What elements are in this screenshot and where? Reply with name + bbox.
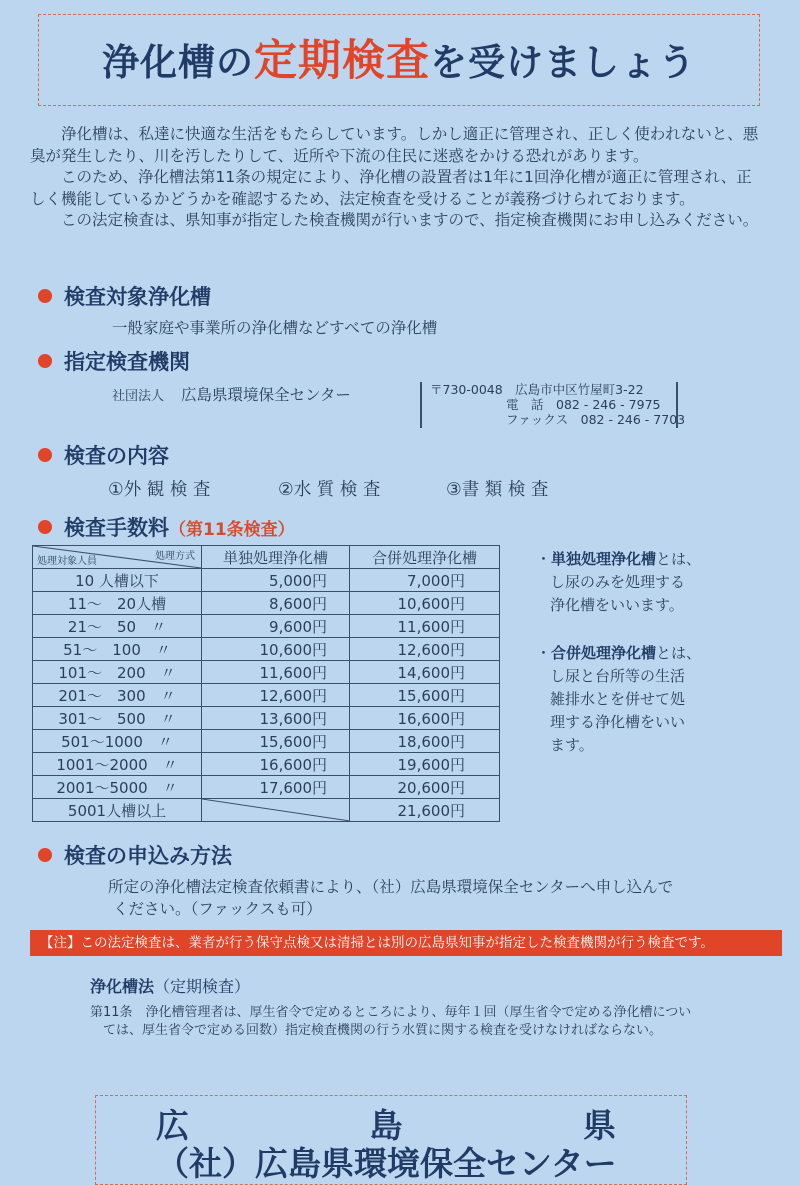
cell-combined: 20,600円 [350,776,500,799]
intro-paragraph: このため、浄化槽法第11条の規定により、浄化槽の設置者は1年に1回浄化槽が適正に管理され、正しく機能しているかどうかを確認するため、法定検査を受けることが義務づけられております。 [30,168,752,208]
inspection-item: ②水 質 検 査 [278,480,381,500]
tel-line: 電 話 082 - 246 - 7975 [506,397,661,412]
table-row [33,799,500,822]
section-heading-apply: 検査の申込み方法 [38,840,232,870]
table-row [33,615,500,638]
bullet-dot-icon [38,448,52,462]
cell-combined: 10,600円 [350,592,500,615]
cell-combined: 16,600円 [350,707,500,730]
bullet-dot-icon [38,520,52,534]
cell-range: 21～ 50 〃 [33,615,202,638]
cell-single [202,799,350,822]
fee-table [32,545,500,822]
footer-org: （社）広島県環境保全センター [156,1144,617,1183]
table-header-row [33,546,500,569]
table-row [33,638,500,661]
section-heading-fee: 検査手数料（第11条検査） [38,512,295,542]
title-banner [38,14,760,106]
cell-single: 11,600円 [202,661,350,684]
cell-range: 201～ 300 〃 [33,684,202,707]
cell-single: 8,600円 [202,592,350,615]
section-heading-target: 検査対象浄化槽 [38,281,211,311]
footer-box [95,1095,687,1185]
cell-range: 101～ 200 〃 [33,661,202,684]
fax-line: ファックス 082 - 246 - 7703 [506,412,686,427]
address-line: 〒730-0048 広島市中区竹屋町3-22 [430,382,644,397]
cell-single: 9,600円 [202,615,350,638]
title-part2: を受けましょう [430,41,696,84]
cell-range: 11～ 20人槽 [33,592,202,615]
intro-paragraph: この法定検査は、県知事が指定した検査機関が行いますので、指定検査機関にお申し込みください。 [61,211,759,229]
apply-text: 所定の浄化槽法定検査依頼書により、（社）広島県環境保全センターへ申し込んで ください。（ファックスも可） [108,878,674,918]
col-header-combined: 合併処理浄化槽 [350,546,500,569]
notice-bar: 【注】この法定検査は、業者が行う保守点検又は清掃とは別の広島県知事が指定した検査機関が行う検査です。 [30,930,782,956]
cell-combined: 11,600円 [350,615,500,638]
cell-range: 301～ 500 〃 [33,707,202,730]
corner-cell: 処理方式 処理対象人員 [33,546,202,569]
cell-range: 1001～2000 〃 [33,753,202,776]
table-row [33,730,500,753]
cell-combined: 19,600円 [350,753,500,776]
note-combined: ・合併処理浄化槽とは、 し尿と台所等の生活 雑排水とを併せて処 理する浄化槽をいい ます。 [536,644,702,754]
note-single: ・単独処理浄化槽とは、 し尿のみを処理する 浄化槽をいいます。 [536,550,702,614]
cell-single: 16,600円 [202,753,350,776]
col-header-single: 単独処理浄化槽 [202,546,350,569]
agency-name [112,383,351,405]
intro-paragraph: 浄化槽は、私達に快適な生活をもたらしています。しかし適正に管理され、正しく使われないと、悪臭が発生したり、川を汚したりして、近所や下流の住民に迷惑をかける恐れがあります。 [30,125,759,165]
cell-single: 5,000円 [202,569,350,592]
cell-combined: 14,600円 [350,661,500,684]
cell-combined: 18,600円 [350,730,500,753]
table-row [33,707,500,730]
table-row [33,753,500,776]
table-row [33,569,500,592]
cell-range: 51～ 100 〃 [33,638,202,661]
org-type: 社団法人 [112,389,165,404]
table-row [33,592,500,615]
cell-single: 12,600円 [202,684,350,707]
title-part1: 浄化槽の [102,41,254,84]
cell-single: 10,600円 [202,638,350,661]
target-text: 一般家庭や事業所の浄化槽などすべての浄化槽 [112,319,438,337]
org-name: 広島県環境保全センター [180,386,351,404]
bullet-dot-icon [38,848,52,862]
cell-range: 10 人槽以下 [33,569,202,592]
table-row [33,776,500,799]
cell-range: 501～1000 〃 [33,730,202,753]
section-heading-content: 検査の内容 [38,440,169,470]
cell-range: 2001～5000 〃 [33,776,202,799]
bullet-dot-icon [38,354,52,368]
inspection-item: ③書 類 検 査 [446,480,549,500]
cell-combined: 12,600円 [350,638,500,661]
cell-combined: 21,600円 [350,799,500,822]
title-highlight: 定期検査 [254,36,430,86]
bullet-dot-icon [38,289,52,303]
law-title: 浄化槽法（定期検査） [90,977,251,996]
table-row [33,661,500,684]
agency-address [420,382,686,428]
inspection-item: ①外 観 検 査 [108,480,211,500]
law-body: 第11条 浄化槽管理者は、厚生省令で定めるところにより、毎年１回（厚生省令で定める浄化槽については、厚生省令で定める回数）指定検査機関の行う水質に関する検査を受けなければならない。 [90,1005,692,1038]
cell-single: 17,600円 [202,776,350,799]
cell-combined: 15,600円 [350,684,500,707]
cell-single: 15,600円 [202,730,350,753]
table-row [33,684,500,707]
footer-prefecture: 広 島 県 [156,1106,616,1145]
cell-range: 5001人槽以上 [33,799,202,822]
cell-combined: 7,000円 [350,569,500,592]
intro-text [30,124,760,232]
section-heading-agency: 指定検査機関 [38,346,190,376]
cell-single: 13,600円 [202,707,350,730]
